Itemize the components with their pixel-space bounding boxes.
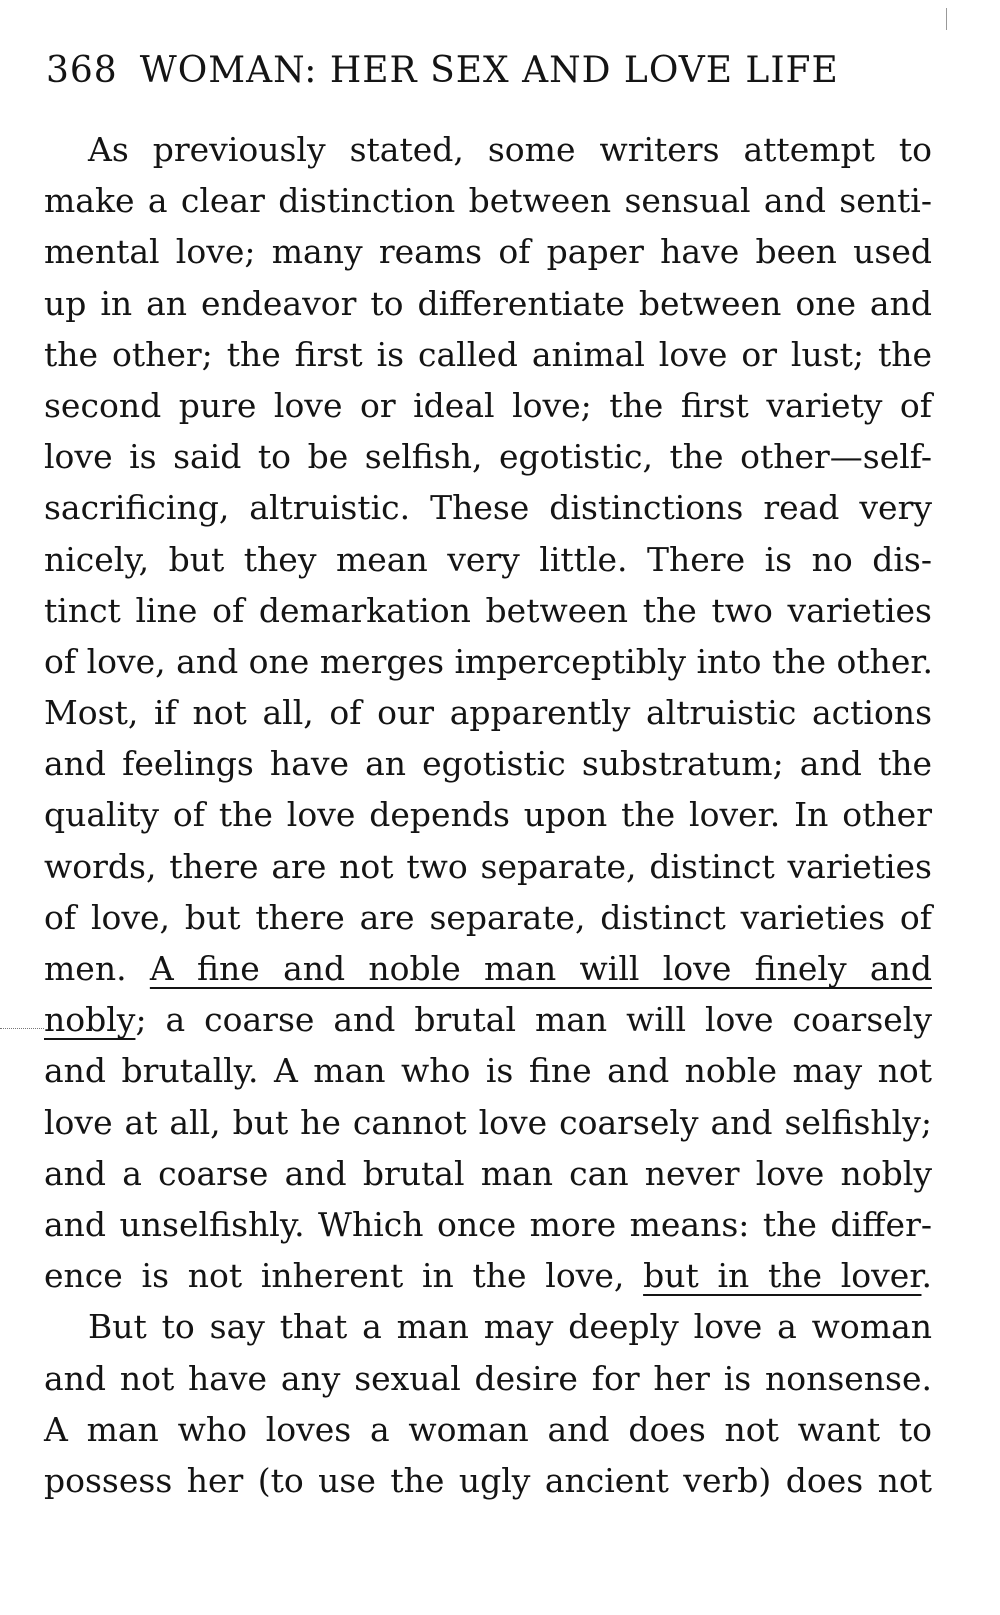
text-line: of love, and one merges imperceptibly into the other. xyxy=(44,641,934,681)
text-line: possess her (to use the ugly ancient verb) does not xyxy=(44,1460,932,1500)
text-line: Most, if not all, of our apparently altruistic actions xyxy=(44,693,932,733)
text-span: men. xyxy=(44,949,150,988)
running-title: WOMAN: HER SEX AND LOVE LIFE xyxy=(139,50,839,91)
text-line: love is said to be selfish, egotistic, the other—self- xyxy=(44,437,932,477)
text-line: A man who loves a woman and does not want to xyxy=(44,1409,932,1449)
text-line: and unselfishly. Which once more means: the differ- xyxy=(44,1204,932,1244)
page-number: 368 xyxy=(46,50,118,91)
text-line: sacrificing, altruistic. These distinctions read very xyxy=(44,488,932,528)
text-line: words, there are not two separate, distinct varieties xyxy=(44,846,932,886)
text-span: . xyxy=(921,1256,932,1296)
text-line: the other; the first is called animal love or lust; the xyxy=(44,334,932,374)
text-span: ence is not inherent in the love, xyxy=(44,1256,644,1296)
text-line: make a clear distinction between sensual and senti- xyxy=(44,181,932,221)
underlined-passage: A fine and noble man will love finely and xyxy=(149,949,932,988)
text-line: of love, but there are separate, distinct varieties of xyxy=(44,897,932,937)
text-line: But to say that a man may deeply love a woman xyxy=(88,1307,932,1347)
text-line: mental love; many reams of paper have been used xyxy=(44,232,932,272)
text-line: and not have any sexual desire for her is nonsense. xyxy=(44,1358,932,1398)
margin-pencil-mark xyxy=(0,1028,44,1029)
text-line: love at all, but he cannot love coarsely and selfishly; xyxy=(44,1102,932,1142)
text-line xyxy=(44,1250,932,1301)
running-head xyxy=(46,48,946,94)
text-line: second pure love or ideal love; the first variety of xyxy=(44,385,932,425)
text-line: quality of the love depends upon the lover. In other xyxy=(44,795,932,835)
text-line: tinct line of demarkation between the two varieties xyxy=(44,590,932,630)
underlined-passage: but in the lover xyxy=(643,1256,922,1296)
text-span: ; a coarse and brutal man will love coarsely xyxy=(135,1000,932,1040)
underlined-passage: nobly xyxy=(44,1000,136,1040)
text-line: up in an endeavor to differentiate between one and xyxy=(44,283,932,323)
scan-mark xyxy=(946,8,947,30)
text-line: and feelings have an egotistic substratum; and the xyxy=(44,744,932,784)
text-line xyxy=(44,994,932,1045)
body-text xyxy=(44,124,932,1506)
text-line xyxy=(44,943,932,994)
text-line: and a coarse and brutal man can never love nobly xyxy=(44,1153,932,1193)
text-line: and brutally. A man who is fine and noble may not xyxy=(44,1051,932,1091)
text-line: nicely, but they mean very little. There is no dis- xyxy=(44,539,932,579)
text-line: As previously stated, some writers attempt to xyxy=(88,130,932,169)
